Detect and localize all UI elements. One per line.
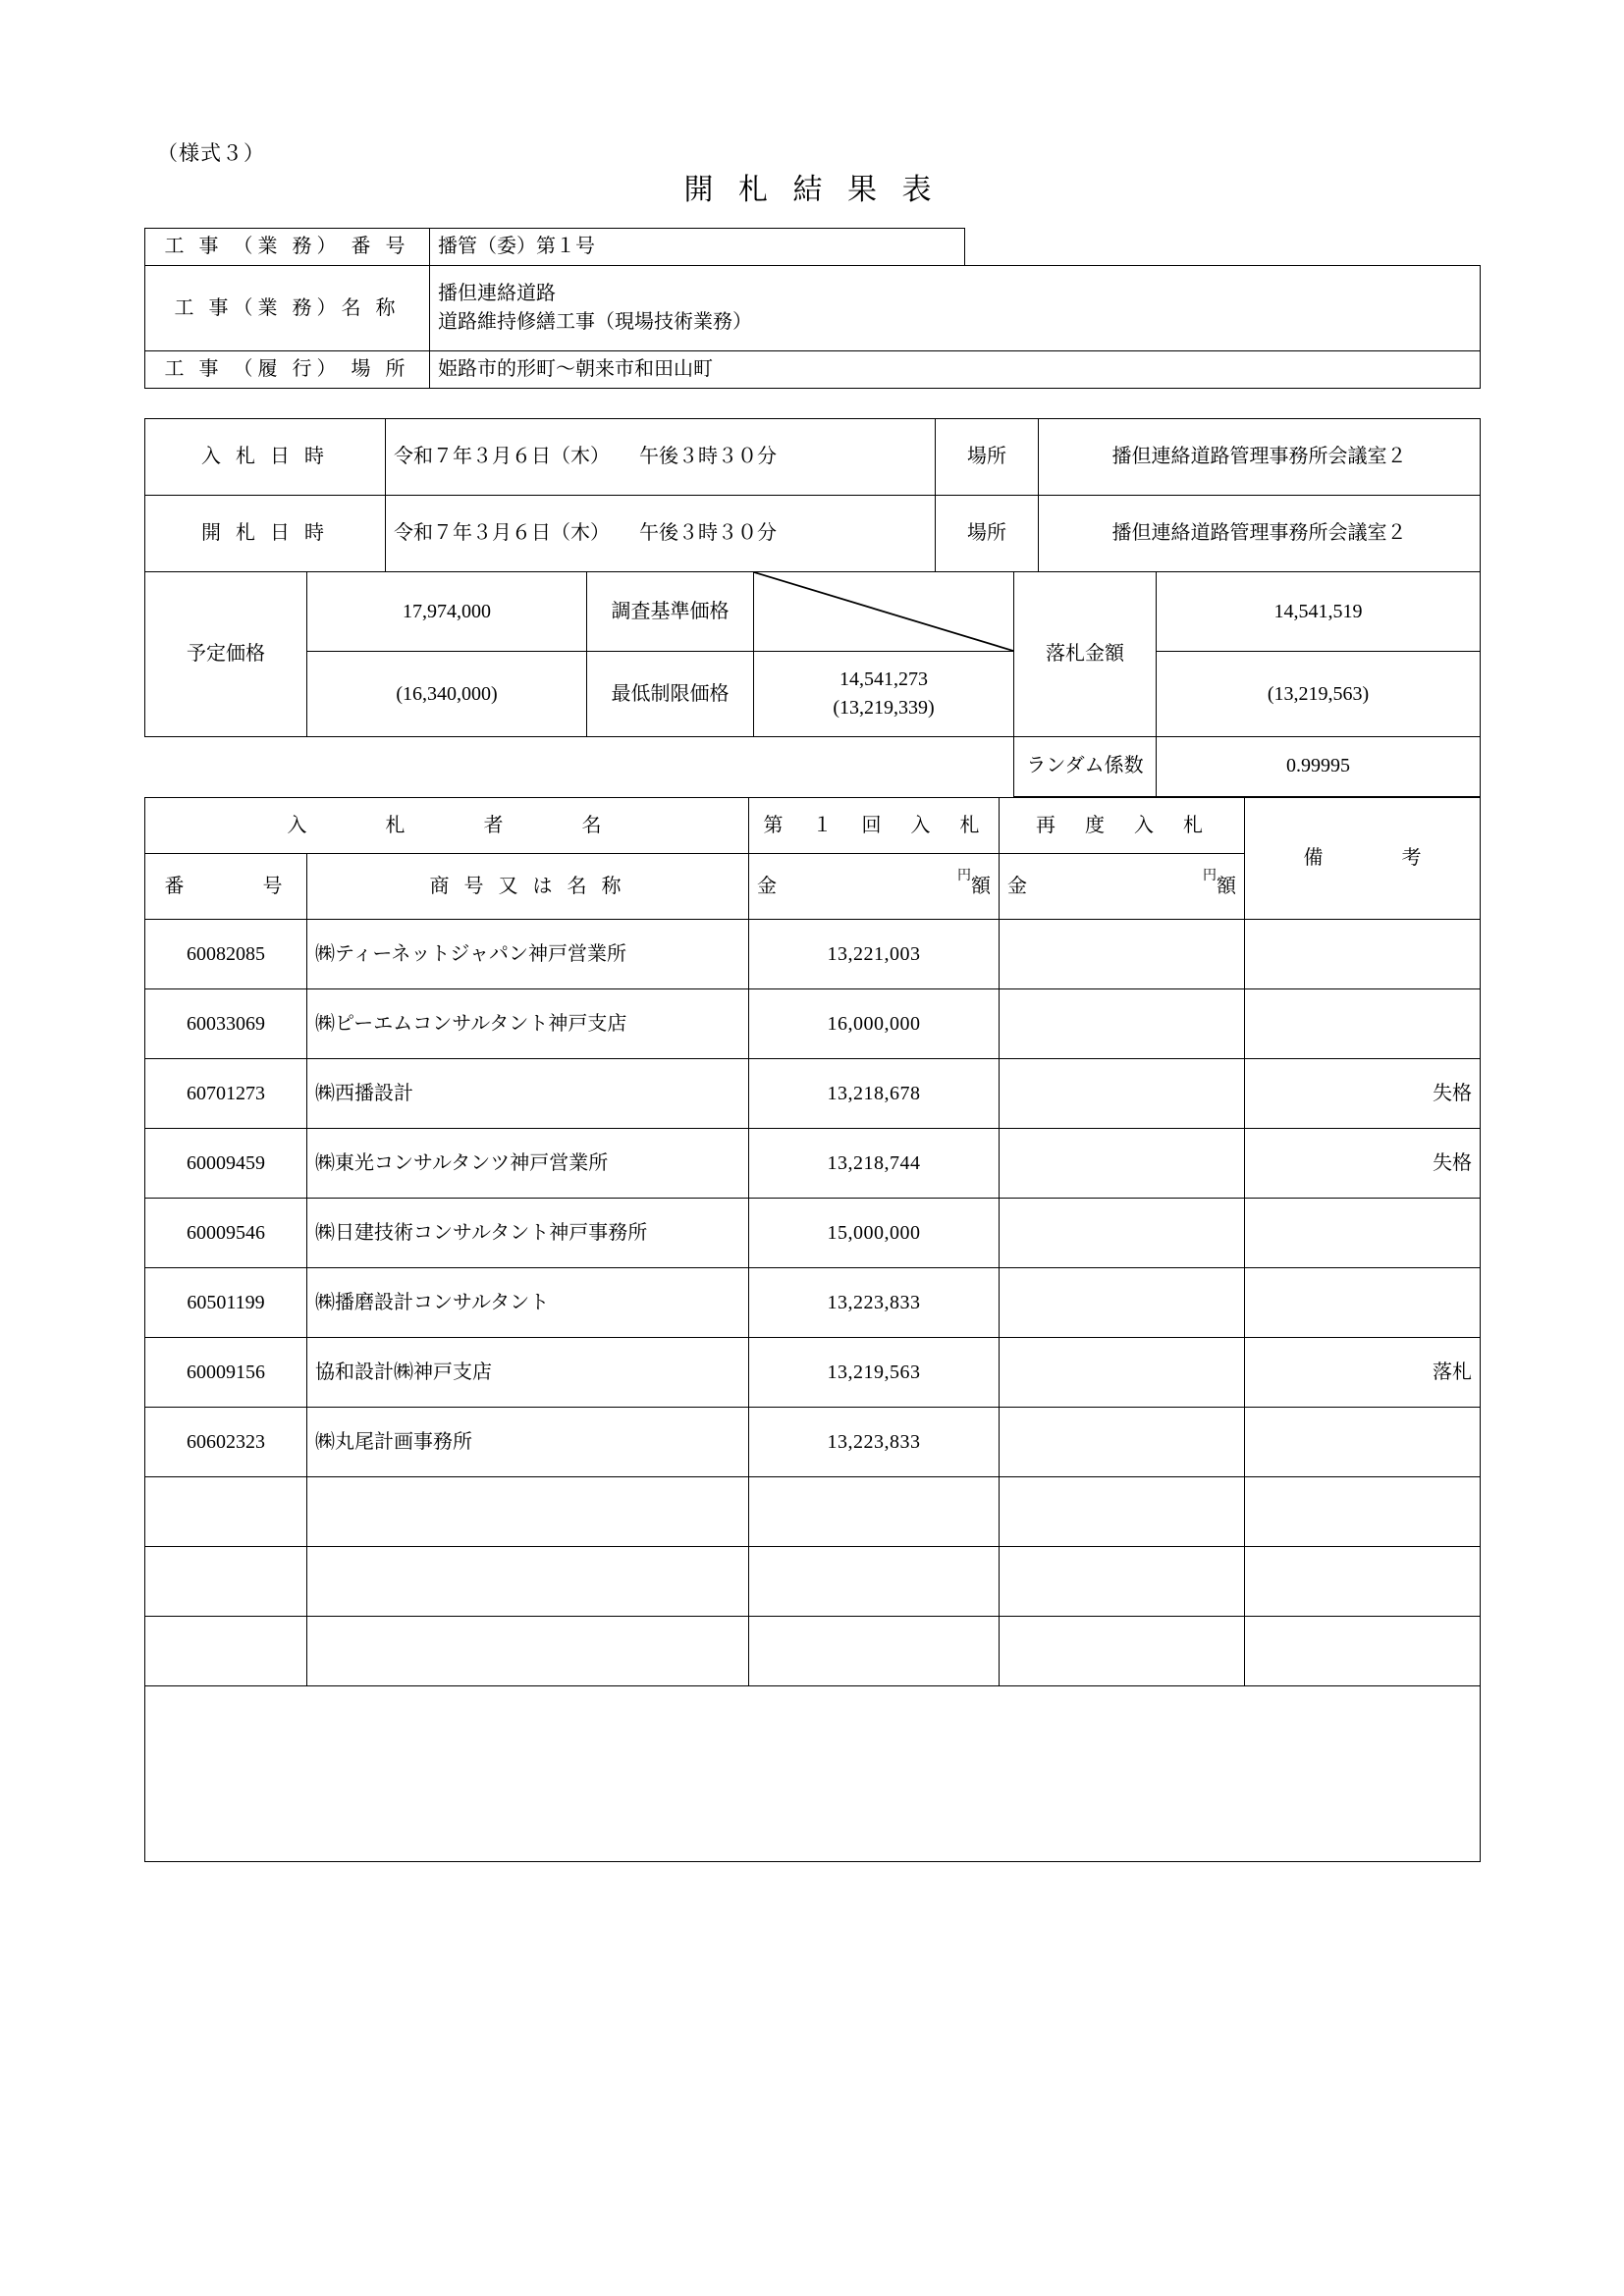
planned-price-sub: (16,340,000): [307, 652, 587, 737]
bidder-rebid: [1000, 920, 1245, 989]
bidder-rebid: [1000, 1338, 1245, 1408]
diagonal-strike-icon: [754, 572, 1013, 651]
open-venue-value: 播但連絡道路管理事務所会議室２: [1039, 496, 1481, 572]
bidder-rebid: [1000, 1059, 1245, 1129]
rebid-amount-label: 額: [1217, 875, 1236, 897]
table-row: [145, 1338, 1481, 1408]
minimum-limit-value: [754, 652, 1014, 737]
planned-price-label: 予定価格: [145, 572, 307, 737]
page-title: 開 札 結 果 表: [683, 174, 941, 206]
bidder-number: 60033069: [145, 989, 307, 1059]
bidder-first-bid: 13,218,744: [749, 1129, 1000, 1199]
bidder-rebid: [1000, 1408, 1245, 1477]
bidder-number: 60009156: [145, 1338, 307, 1408]
award-amount-value: 14,541,519: [1157, 572, 1481, 652]
bidder-first-bid: [749, 1547, 1000, 1617]
row-bid-datetime: [145, 419, 1481, 496]
first-amount-label: 額: [971, 875, 991, 897]
first-money-label: 金: [757, 875, 777, 897]
row-project-number: [145, 229, 1481, 266]
minimum-limit-main: 14,541,273: [839, 668, 928, 690]
open-datetime-label: 開 札 日 時: [145, 496, 386, 572]
spacer-cell: [965, 229, 1481, 266]
planned-price-value: 17,974,000: [307, 572, 587, 652]
rebid-amount-header: [1000, 854, 1245, 920]
bidder-remark: 失格: [1245, 1129, 1481, 1199]
random-coefficient-label: ランダム係数: [1014, 737, 1157, 797]
bidder-first-bid: 13,219,563: [749, 1338, 1000, 1408]
bidder-name: ㈱東光コンサルタンツ神戸営業所: [307, 1129, 749, 1199]
bidder-remark: [1245, 1408, 1481, 1477]
table-row: [145, 1617, 1481, 1686]
bidder-number: 60501199: [145, 1268, 307, 1338]
bidder-remark: [1245, 1617, 1481, 1686]
row-price-upper: [145, 572, 1481, 652]
table-row: [145, 1268, 1481, 1338]
number-header: 番 号: [145, 854, 307, 920]
survey-standard-value: [754, 572, 1014, 652]
minimum-limit-label: 最低制限価格: [587, 652, 754, 737]
bidder-first-bid: 13,223,833: [749, 1268, 1000, 1338]
bidder-name: ㈱ピーエムコンサルタント神戸支店: [307, 989, 749, 1059]
first-unit-label: 円: [957, 868, 971, 883]
footer-note: [145, 1686, 1481, 1862]
bidder-remark: 落札: [1245, 1338, 1481, 1408]
table-row: [145, 920, 1481, 989]
table-row: [145, 1199, 1481, 1268]
bidder-remark: [1245, 1268, 1481, 1338]
random-coefficient-spacer: [145, 737, 1014, 797]
row-open-datetime: [145, 496, 1481, 572]
bidder-number: 60602323: [145, 1408, 307, 1477]
rebid-group-header: 再 度 入 札: [1000, 798, 1245, 854]
bid-datetime-label: 入 札 日 時: [145, 419, 386, 496]
table-row: [145, 1408, 1481, 1477]
bidder-first-bid: 13,223,833: [749, 1408, 1000, 1477]
bidders-table: [144, 797, 1481, 1862]
bidder-remark: [1245, 989, 1481, 1059]
project-name-label: 工 事（業 務）名 称: [145, 266, 430, 351]
bidder-first-bid: 13,218,678: [749, 1059, 1000, 1129]
table-row: [145, 1477, 1481, 1547]
bidder-first-bid: 13,221,003: [749, 920, 1000, 989]
random-coefficient-value: 0.99995: [1157, 737, 1481, 797]
bidder-name: ㈱播磨設計コンサルタント: [307, 1268, 749, 1338]
bidder-remark: 失格: [1245, 1059, 1481, 1129]
bidder-name: [307, 1547, 749, 1617]
award-amount-label: 落札金額: [1014, 572, 1157, 737]
minimum-limit-sub: (13,219,339): [833, 697, 935, 719]
bidder-number: [145, 1547, 307, 1617]
bid-datetime-value: 令和７年３月６日（木） 午後３時３０分: [386, 419, 936, 496]
bidder-number: 60701273: [145, 1059, 307, 1129]
bidder-name: [307, 1477, 749, 1547]
row-price-lower: [145, 652, 1481, 737]
form-tag: （様式３）: [157, 141, 265, 165]
bidder-remark: [1245, 920, 1481, 989]
open-datetime-value: 令和７年３月６日（木） 午後３時３０分: [386, 496, 936, 572]
bid-venue-value: 播但連絡道路管理事務所会議室２: [1039, 419, 1481, 496]
bidder-remark: [1245, 1199, 1481, 1268]
bidder-number: [145, 1477, 307, 1547]
bidder-name: [307, 1617, 749, 1686]
bidder-name: ㈱西播設計: [307, 1059, 749, 1129]
footer-note-row: [145, 1686, 1481, 1862]
bidder-rebid: [1000, 1547, 1245, 1617]
project-number-value: 播管（委）第１号: [430, 229, 965, 266]
bidder-name: ㈱ティーネットジャパン神戸営業所: [307, 920, 749, 989]
project-name-line2: 道路維持修繕工事（現場技術業務）: [438, 311, 752, 333]
bidder-name-group-header: 入 札 者 名: [145, 798, 749, 854]
rebid-money-label: 金: [1007, 875, 1027, 897]
row-project-name: [145, 266, 1481, 351]
bidder-number: 60009459: [145, 1129, 307, 1199]
place-value: 姫路市的形町〜朝来市和田山町: [430, 351, 1481, 389]
table-row: [145, 1129, 1481, 1199]
project-name-line1: 播但連絡道路: [438, 283, 556, 304]
bidder-rebid: [1000, 1477, 1245, 1547]
bidder-name: 協和設計㈱神戸支店: [307, 1338, 749, 1408]
bidder-rebid: [1000, 989, 1245, 1059]
row-random-coefficient: [145, 737, 1481, 797]
datetime-table: [144, 418, 1481, 572]
table-row: [145, 1059, 1481, 1129]
bidder-number: 60009546: [145, 1199, 307, 1268]
award-amount-sub: (13,219,563): [1157, 652, 1481, 737]
project-name-value: [430, 266, 1481, 351]
bidder-name: ㈱丸尾計画事務所: [307, 1408, 749, 1477]
bidder-first-bid: 15,000,000: [749, 1199, 1000, 1268]
remark-header: 備 考: [1245, 798, 1481, 920]
row-place: [145, 351, 1481, 389]
survey-standard-label: 調査基準価格: [587, 572, 754, 652]
bidder-first-bid: [749, 1617, 1000, 1686]
bidder-rebid: [1000, 1199, 1245, 1268]
open-venue-label: 場所: [936, 496, 1039, 572]
bidder-number: [145, 1617, 307, 1686]
table-row: [145, 989, 1481, 1059]
bidder-remark: [1245, 1477, 1481, 1547]
rebid-unit-label: 円: [1203, 868, 1217, 883]
bidders-header-group-row: [145, 798, 1481, 854]
bid-venue-label: 場所: [936, 419, 1039, 496]
bidder-remark: [1245, 1547, 1481, 1617]
first-round-group-header: 第 １ 回 入 札: [749, 798, 1000, 854]
header-info-table: [144, 228, 1481, 389]
project-number-label: 工 事 （業 務） 番 号: [145, 229, 430, 266]
price-table: [144, 571, 1481, 797]
bidder-rebid: [1000, 1617, 1245, 1686]
bidder-number: 60082085: [145, 920, 307, 989]
first-amount-header: [749, 854, 1000, 920]
table-row: [145, 1547, 1481, 1617]
bidder-first-bid: [749, 1477, 1000, 1547]
bidder-rebid: [1000, 1129, 1245, 1199]
trade-name-header: 商 号 又 は 名 称: [307, 854, 749, 920]
bidder-first-bid: 16,000,000: [749, 989, 1000, 1059]
bidder-rebid: [1000, 1268, 1245, 1338]
place-label: 工 事 （履 行） 場 所: [145, 351, 430, 389]
bidder-name: ㈱日建技術コンサルタント神戸事務所: [307, 1199, 749, 1268]
